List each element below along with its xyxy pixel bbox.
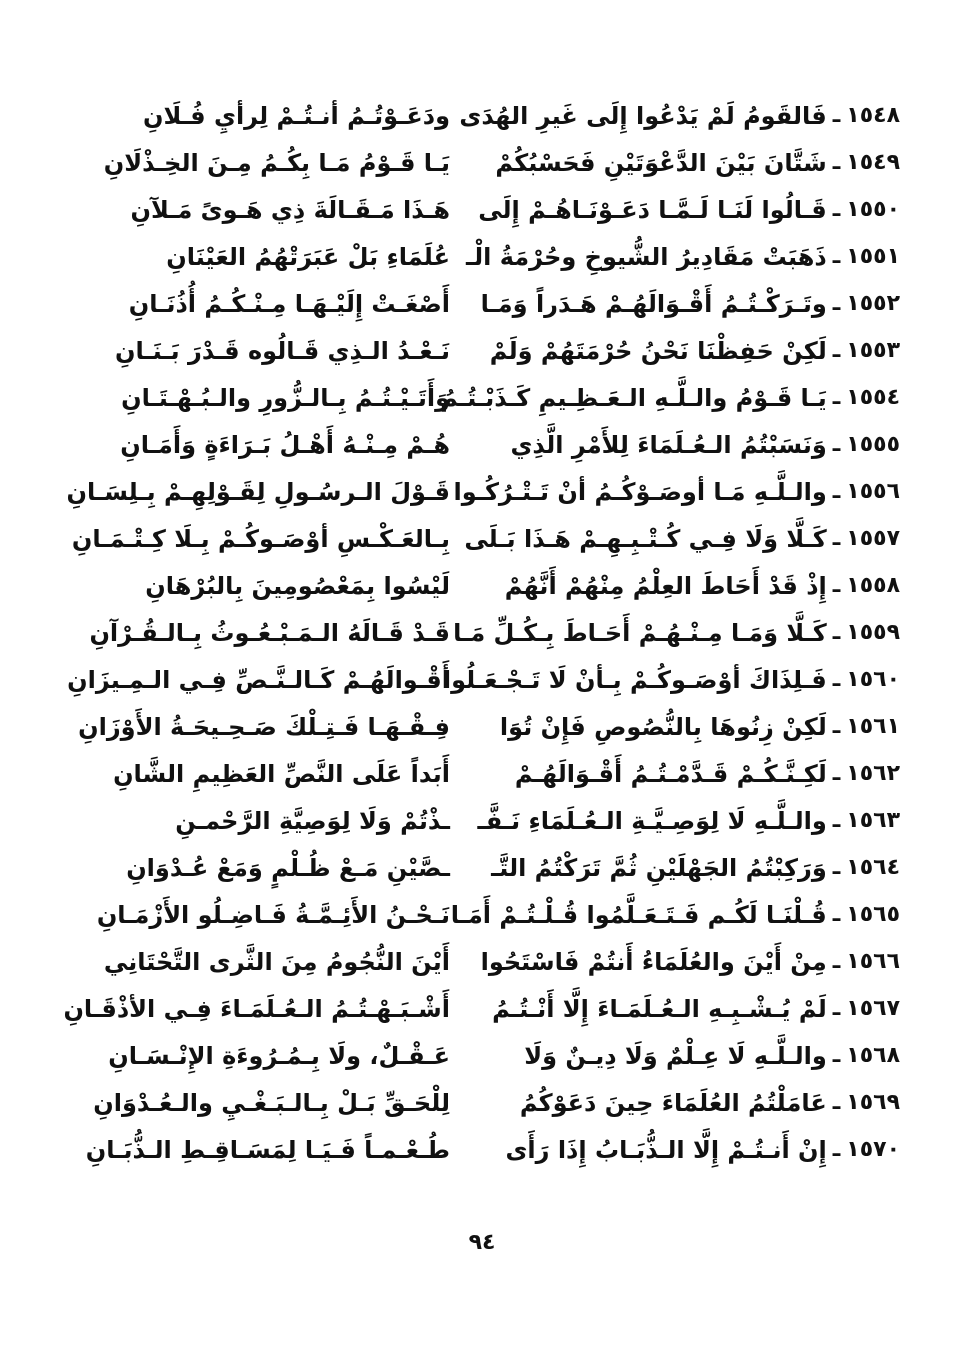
sadr-text: كَـلَّا وَمَـا مِـنْـهُـمْ أَحَـاطَ بِـكُـلِّ مَـا	[453, 618, 827, 647]
verse-1555	[70, 421, 900, 468]
sadr-text: وتَـرَكْـتُـمُ أَقْـوَالَهُـمْ هَـدَراً وَمَـا	[480, 289, 827, 318]
verse-number: ١٥٦٨	[846, 1043, 900, 1068]
sadr-text: قُـلْنَـا لَكُـم فَـتَـعَـلَّمُوا قُـلْـتُـمْ أَمَـا	[450, 900, 827, 929]
verse-second-hemistich: أَصْغَـتْ إِلَيْـهَـا مِـنْـكُـمُ أُذُنَـانِ	[128, 289, 450, 318]
verse-first-hemistich	[480, 1042, 900, 1070]
verse-second-hemistich: يَـا قَـوْمُ مَـا بِكُـمُ مِـنَ الخِـذْلَانِ	[103, 148, 450, 177]
verse-second-hemistich: قَـوْلَ الـرسُـولِ لِقَـوْلِهِـمْ بِـلِسَـانِ	[66, 477, 450, 506]
verse-number: ١٥٦٤	[846, 855, 900, 880]
sadr-text: ذَهَبَتْ مَقَادِيرُ الشُّيوخِ وحُرْمَةُ الْـ	[465, 242, 827, 271]
verse-dash: ـ	[832, 808, 841, 833]
verse-1548	[70, 92, 900, 139]
verse-first-hemistich	[480, 760, 900, 788]
verse-second-hemistich: طُـعْـمـاً فَـيَـا لِمَسَـاقِـطِ الـذُّبَـانِ	[85, 1135, 450, 1164]
verse-second-hemistich: قَـدْ قَـالَهُ الـمَـبْـعُـوثُ بِـالـقُـرْآنِ	[89, 618, 450, 647]
sadr-text: شَتَّانَ بَيْنَ الدَّعْوَتَيْنِ فَحَسْبُكُمْ	[495, 148, 827, 177]
verse-dash: ـ	[832, 197, 841, 222]
verse-second-hemistich: عُلَمَاءِ بَلْ عَبَرَتْهُمُ العَيْنَانِ	[166, 242, 450, 271]
verse-first-hemistich	[453, 618, 900, 647]
verse-number: ١٥٦٥	[846, 902, 900, 927]
verse-1553	[70, 327, 900, 374]
verse-1566	[70, 938, 900, 985]
verse-number: ١٥٥٢	[846, 291, 900, 316]
verse-second-hemistich: بِـالعَـكْـسِ أوْصَـوكُـمْ بِـلَا كِـتْـمَـانِ	[71, 524, 450, 553]
verse-1564	[70, 844, 900, 891]
verse-second-hemistich: أَيْنَ النُّجُومُ مِنَ الثَّرى التَّحْتَانِي	[103, 947, 450, 976]
verse-number: ١٥٥٤	[846, 385, 900, 410]
verse-1568	[70, 1032, 900, 1079]
verse-1549	[70, 139, 900, 186]
sadr-text: فَـلِذَاكَ أوْصَـوكُـمْ بِـأنْ لَا تَـجْـعَـلُوا	[442, 665, 827, 694]
verse-dash: ـ	[832, 338, 841, 363]
verse-second-hemistich: أَبَداً عَلَى النَّصِّ العَظِيمِ الشَّانِ	[113, 759, 450, 788]
verse-dash: ـ	[832, 573, 841, 598]
verse-dash: ـ	[832, 667, 841, 692]
sadr-text: والـلَّـهِ مَـا أوصَـوْكُـمُ أنْ تَـتْـرُكُـوا	[453, 477, 827, 506]
verse-first-hemistich	[464, 524, 900, 553]
verse-first-hemistich	[480, 995, 900, 1023]
verse-first-hemistich	[480, 1136, 900, 1164]
verse-number: ١٥٦٢	[846, 761, 900, 786]
verse-second-hemistich: ودَعَـوْتُـمُ أنـتُـمْ لِرأيِ فُـلَانِ	[142, 101, 450, 130]
verse-number: ١٥٥٩	[846, 620, 900, 645]
verse-dash: ـ	[832, 291, 841, 316]
sadr-text: وَنَسَبْتُمُ الـعُـلَمَاءَ لِلأَمْرِ الَّذِي	[510, 430, 827, 459]
verse-number: ١٥٦٩	[846, 1090, 900, 1115]
verse-first-hemistich	[453, 477, 900, 506]
verse-dash: ـ	[832, 385, 841, 410]
verse-dash: ـ	[832, 244, 841, 269]
verse-dash: ـ	[832, 1137, 841, 1162]
verse-number: ١٥٦١	[846, 714, 900, 739]
verse-first-hemistich	[480, 1089, 900, 1117]
verse-dash: ـ	[832, 479, 841, 504]
verse-first-hemistich	[480, 196, 900, 224]
sadr-text: لَكِنْ زِنُوهَا بِالنُّصُوصِ فَإِنْ تُوَا	[499, 712, 827, 741]
verse-1550	[70, 186, 900, 233]
verse-first-hemistich	[480, 713, 900, 741]
sadr-text: لَكِنْ حَفِظْنَا نَحْنُ حُرْمَتَهُمْ وَلَمْ	[489, 336, 827, 365]
verse-1561	[70, 703, 900, 750]
verse-1560	[67, 656, 900, 703]
verse-second-hemistich: هُـمْ مِـنْـهُ أَهْـلُ بَـرَاءَةٍ وَأَمَـانِ	[120, 430, 450, 459]
verse-second-hemistich: عَـقْـلٌ، ولَا بِـمُـرُوءَةِ الإِنْـسَـانِ	[108, 1041, 450, 1070]
verse-dash: ـ	[832, 902, 841, 927]
verse-1567	[63, 985, 900, 1032]
verse-1570	[70, 1126, 900, 1173]
verse-dash: ـ	[832, 620, 841, 645]
verse-first-hemistich	[480, 337, 900, 365]
sadr-text: مِنْ أَيْنَ والعُلَمَاءُ أَنتُمْ فَاسْتَحُوا	[480, 947, 827, 976]
verse-number: ١٥٥٧	[846, 526, 900, 551]
verse-first-hemistich	[480, 854, 900, 882]
verse-second-hemistich: أَشْـبَـهْـتُـمُ الـعُـلَمَـاءَ فِـي الأذْقَـانِ	[63, 994, 450, 1023]
verse-second-hemistich: لِلْحَـقِّ بَـلْ بِـالـبَـغْـيِ والـعُـدْوَانِ	[93, 1088, 450, 1117]
verse-number: ١٥٦٣	[846, 808, 900, 833]
verse-dash: ـ	[832, 103, 841, 128]
verse-dash: ـ	[832, 1090, 841, 1115]
verse-number: ١٥٥٠	[846, 197, 900, 222]
poem-body	[63, 92, 900, 1173]
verse-first-hemistich	[480, 290, 900, 318]
verse-second-hemistich: أَقْـوالَهُـمْ كَـالـنَّـصِّ فِـي الـمِـيزَانِ	[67, 665, 450, 694]
verse-first-hemistich	[442, 665, 900, 694]
verse-dash: ـ	[832, 1043, 841, 1068]
sadr-text: والـلَّـهِ لَا لِوَصِـيَّـةِ الـعُـلَمَاءِ نَـفَّـ	[477, 806, 827, 835]
verse-1554	[70, 374, 900, 421]
verse-1565	[70, 891, 900, 938]
verse-second-hemistich: ـصَّيْنِ مَـعْ ظُـلْمٍ وَمَعْ عُـدْوَانِ	[126, 853, 450, 882]
verse-1563	[70, 797, 900, 844]
verse-number: ١٥٦٠	[846, 667, 900, 692]
verse-number: ١٥٤٨	[846, 103, 900, 128]
sadr-text: كَـلَّا وَلَا فِـي كُـتْـبِـهِـمْ هَـذَا بَـلَى	[464, 524, 827, 553]
verse-dash: ـ	[832, 150, 841, 175]
verse-second-hemistich: لَيْسُوا بِمَعْصُومِينَ بِالبُرْهَانِ	[145, 571, 450, 600]
verse-number: ١٥٥٣	[846, 338, 900, 363]
verse-1557	[70, 515, 900, 562]
sadr-text: يَـا قَـوْمُ والـلَّـهِ الـعَـظِـيمِ كَـذَبْـتُـمُ	[440, 383, 827, 412]
verse-second-hemistich: فِـقْـهَـا فَـتِـلْكَ صَـحِـيحَـةُ الأَوْزَانِ	[78, 712, 450, 741]
verse-number: ١٥٤٩	[846, 150, 900, 175]
verse-dash: ـ	[832, 432, 841, 457]
verse-1551	[70, 233, 900, 280]
verse-first-hemistich	[480, 948, 900, 976]
verse-first-hemistich	[440, 383, 900, 412]
verse-second-hemistich: وَأَتَـيْـتُـمُ بِـالـزُّورِ والـبُـهْـتَـانِ	[121, 383, 450, 412]
verse-dash: ـ	[832, 761, 841, 786]
verse-first-hemistich	[450, 900, 900, 929]
verse-1569	[70, 1079, 900, 1126]
verse-dash: ـ	[832, 855, 841, 880]
sadr-text: وَرَكِبْتُمُ الجَهْلَيْنِ ثُمَّ تَرَكْتُمُ التَّـ	[491, 853, 827, 882]
verse-first-hemistich	[480, 572, 900, 600]
verse-first-hemistich	[477, 806, 900, 835]
verse-number: ١٥٦٧	[846, 996, 900, 1021]
verse-second-hemistich: ـذْتُمْ وَلَا لِوَصِيَّةِ الرَّحْمـنِ	[175, 806, 450, 835]
sadr-text: عَامَلْتُمُ العُلَمَاءَ حِينَ دَعَوْكُمُ	[519, 1088, 827, 1117]
verse-1562	[70, 750, 900, 797]
sadr-text: لَكِـنَّـكُـمْ قَـدَّمْـتُـمُ أَقْـوَالَهُـمْ	[514, 759, 827, 788]
verse-number: ١٥٥١	[846, 244, 900, 269]
verse-number: ١٥٦٦	[846, 949, 900, 974]
verse-second-hemistich: نَـعْـدُ الـذِي قَـالُوه قَـدْرَ بَـنَـانِ	[114, 336, 450, 365]
verse-first-hemistich	[480, 431, 900, 459]
verse-first-hemistich	[480, 149, 900, 177]
page-number: ٩٤	[468, 1230, 496, 1255]
verse-1556	[66, 468, 900, 515]
verse-number: ١٥٥٦	[846, 479, 900, 504]
verse-1552	[70, 280, 900, 327]
sadr-text: فَالقَومُ لَمْ يَدْعُوا إِلَى غَيرِ الهُدَى	[459, 101, 827, 130]
verse-second-hemistich: نَـحْـنُ الأَئِـمَّـةُ فَـاضِـلُو الأَزْمَـانِ	[96, 900, 450, 929]
verse-second-hemistich: هَـذَا مَـقَـالَةَ ذِي هَـوىً مَـلآنِ	[130, 195, 450, 224]
verse-number: ١٥٧٠	[846, 1137, 900, 1162]
verse-number: ١٥٥٥	[846, 432, 900, 457]
verse-first-hemistich	[459, 101, 900, 130]
verse-first-hemistich	[465, 242, 900, 271]
verse-number: ١٥٥٨	[846, 573, 900, 598]
verse-dash: ـ	[832, 949, 841, 974]
sadr-text: إِنْ أَنـتُـمْ إِلَّا الـذُّبَـابُ إِذَا رَأَى	[505, 1135, 827, 1164]
sadr-text: والـلَّـهِ لَا عِـلْمٌ وَلَا دِيـنٌ وَلَا	[524, 1041, 827, 1070]
verse-dash: ـ	[832, 714, 841, 739]
sadr-text: لَمْ يُـشْـبِـهِ الـعُـلَمَـاءَ إِلَّا أَنْـتُـمُ	[492, 994, 827, 1023]
verse-1558	[70, 562, 900, 609]
sadr-text: قَـالُوا لَنَـا لَـمَّـا دَعَـوْنَـاهُـمْ إِلَى	[478, 195, 827, 224]
verse-1559	[70, 609, 900, 656]
verse-dash: ـ	[832, 996, 841, 1021]
sadr-text: إِذْ قَدْ أَحَاطَ العِلْمُ مِنْهُمْ أَنَّهُمْ	[504, 571, 827, 600]
verse-dash: ـ	[832, 526, 841, 551]
